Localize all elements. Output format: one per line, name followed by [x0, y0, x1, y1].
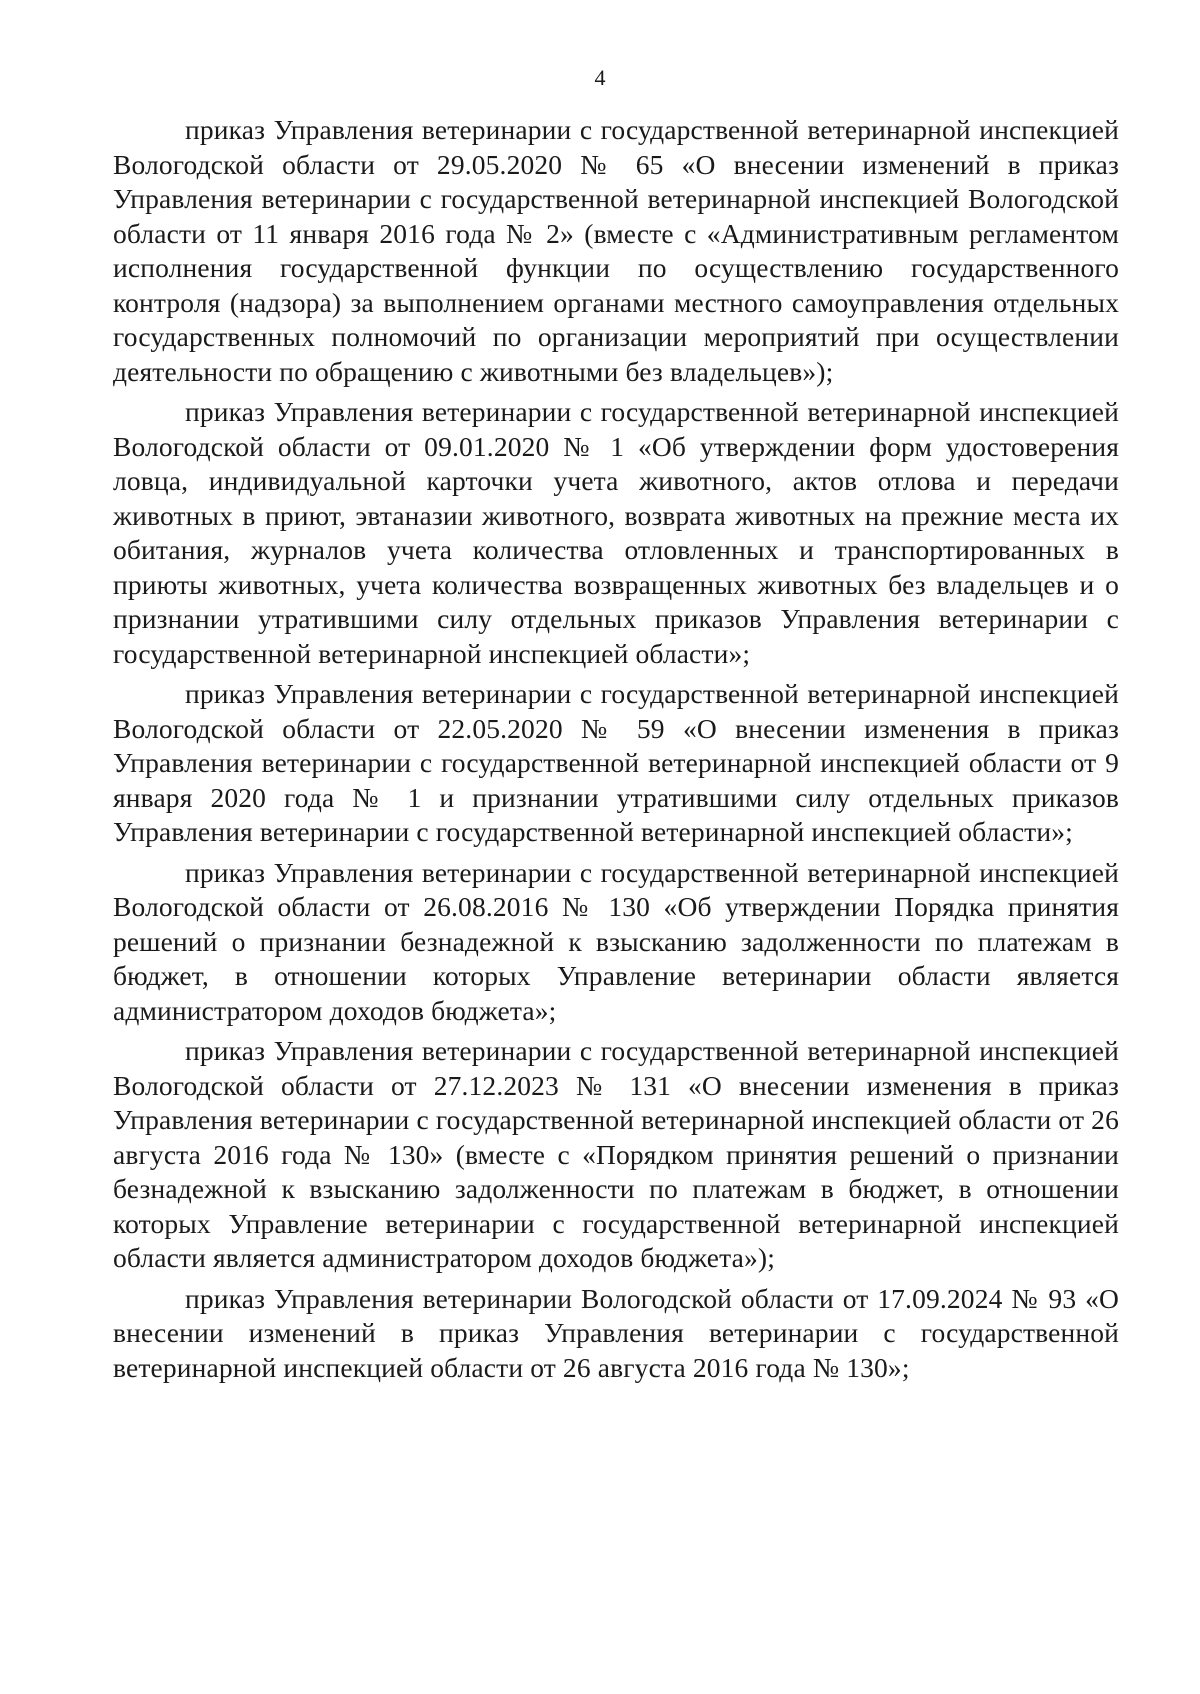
- paragraph-order-131: приказ Управления ветеринарии с государственной ветеринарной инспекцией Вологодской области от 27.12.2023 № 131 «О внесении изменения в приказ Управления ветеринарии с государственной ветеринарной инспекцией области от 26 августа 2016 года № 130» (вместе с «Порядком принятия решений о признании безнадежной к взысканию задолженности по платежам в бюджет, в отношении которых Управление ветеринарии с государственной ветеринарной инспекцией области является администратором доходов бюджета»);: [113, 1035, 1119, 1273]
- paragraph-order-93: приказ Управления ветеринарии Вологодской области от 17.09.2024 № 93 «О внесении изменений в приказ Управления ветеринарии с государственной ветеринарной инспекцией области от 26 августа 2016 года № 130»;: [113, 1282, 1119, 1383]
- paragraph-order-59: приказ Управления ветеринарии с государственной ветеринарной инспекцией Вологодской области от 22.05.2020 № 59 «О внесении изменения в приказ Управления ветеринарии с государственной ветеринарной инспекцией области от 9 января 2020 года № 1 и признании утратившими силу отдельных приказов Управления ветеринарии с государственной ветеринарной инспекцией области»;: [113, 678, 1119, 847]
- document-body: [113, 113, 1119, 1391]
- paragraph-order-1: приказ Управления ветеринарии с государственной ветеринарной инспекцией Вологодской области от 09.01.2020 № 1 «Об утверждении форм удостоверения ловца, индивидуальной карточки учета животного, актов отлова и передачи животных в приют, эвтаназии животного, возврата животных на прежние места их обитания, журналов учета количества отловленных и транспортированных в приюты животных, учета количества возвращенных животных без владельцев и о признании утратившими силу отдельных приказов Управления ветеринарии с государственной ветеринарной инспекцией области»;: [113, 396, 1119, 669]
- paragraph-order-65: приказ Управления ветеринарии с государственной ветеринарной инспекцией Вологодской области от 29.05.2020 № 65 «О внесении изменений в приказ Управления ветеринарии с государственной ветеринарной инспекцией Вологодской области от 11 января 2016 года № 2» (вместе с «Административным регламентом исполнения государственной функции по осуществлению государственного контроля (надзора) за выполнением органами местного самоуправления отдельных государственных полномочий по организации мероприятий при осуществлении деятельности по обращению с животными без владельцев»);: [113, 114, 1119, 387]
- paragraph-order-130: приказ Управления ветеринарии с государственной ветеринарной инспекцией Вологодской области от 26.08.2016 № 130 «Об утверждении Порядка принятия решений о признании безнадежной к взысканию задолженности по платежам в бюджет, в отношении которых Управление ветеринарии области является администратором доходов бюджета»;: [113, 856, 1119, 1026]
- page-number: 4: [594, 65, 606, 90]
